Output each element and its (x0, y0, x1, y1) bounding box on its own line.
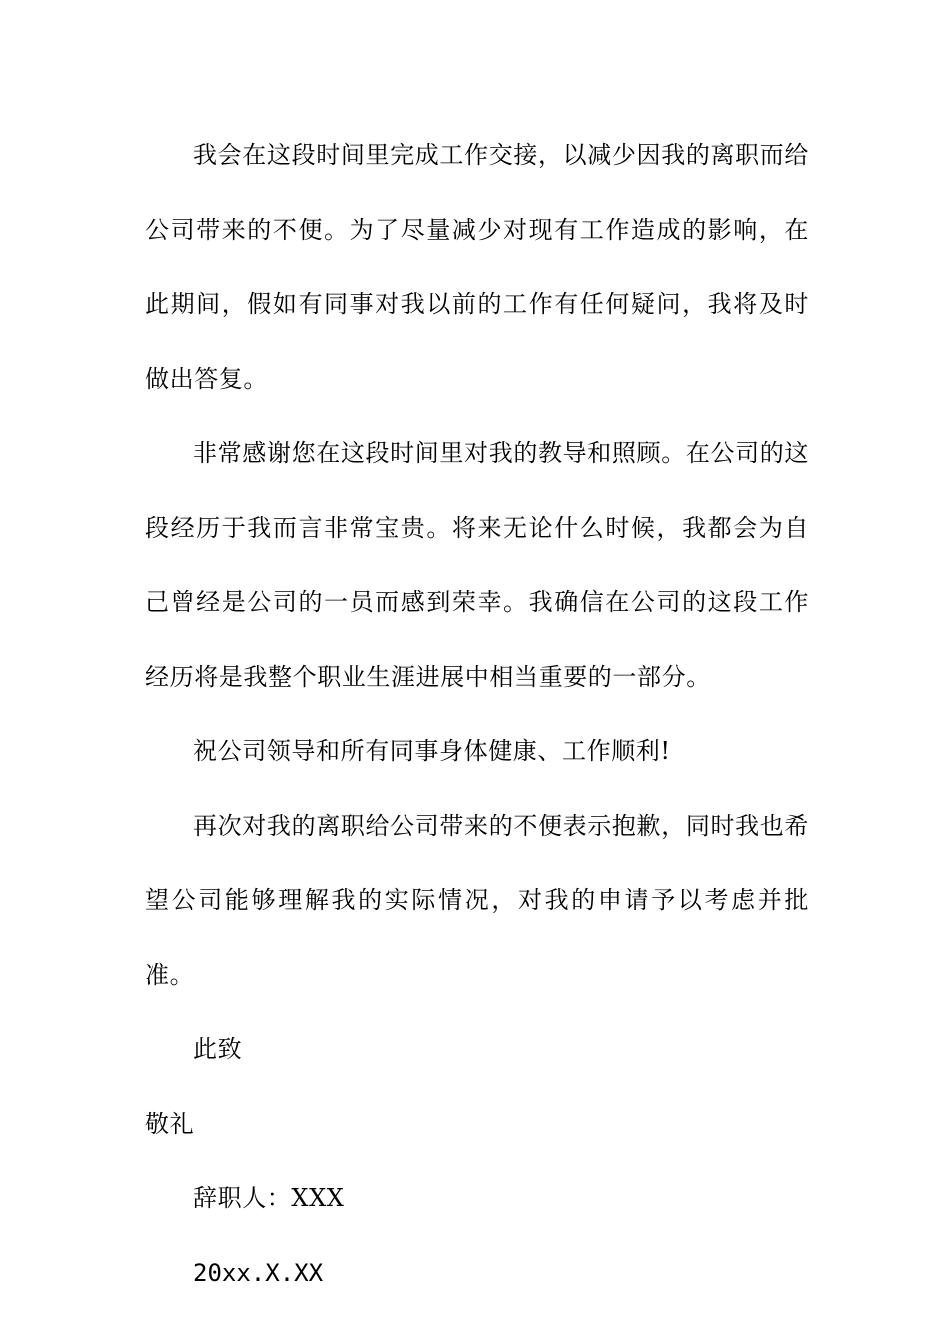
paragraph-apology: 再次对我的离职给公司带来的不便表示抱歉，同时我也希望公司能够理解我的实际情况，对我的申请予以考虑并批准。 (145, 811, 809, 989)
paragraph-gratitude: 非常感谢您在这段时间里对我的教导和照顾。在公司的这段经历于我而言非常宝贵。将来无论什么时候，我都会为自己曾经是公司的一员而感到荣幸。我确信在公司的这段工作经历将是我整个职业生涯进展中相当重要的一部分。 (145, 439, 809, 691)
signature-line: 辞职人：XXX (193, 1184, 345, 1212)
salutation: 敬礼 (145, 1109, 195, 1138)
closing-phrase: 此致 (193, 1035, 243, 1063)
date-line: 20xx.X.XX (193, 1258, 324, 1287)
letter-body (145, 118, 809, 1310)
paragraph-handover: 我会在这段时间里完成工作交接，以减少因我的离职而给公司带来的不便。为了尽量减少对现有工作造成的影响，在此期间，假如有同事对我以前的工作有任何疑问，我将及时做出答复。 (145, 141, 809, 393)
paragraph-wishes: 祝公司领导和所有同事身体健康、工作顺利! (193, 737, 671, 765)
